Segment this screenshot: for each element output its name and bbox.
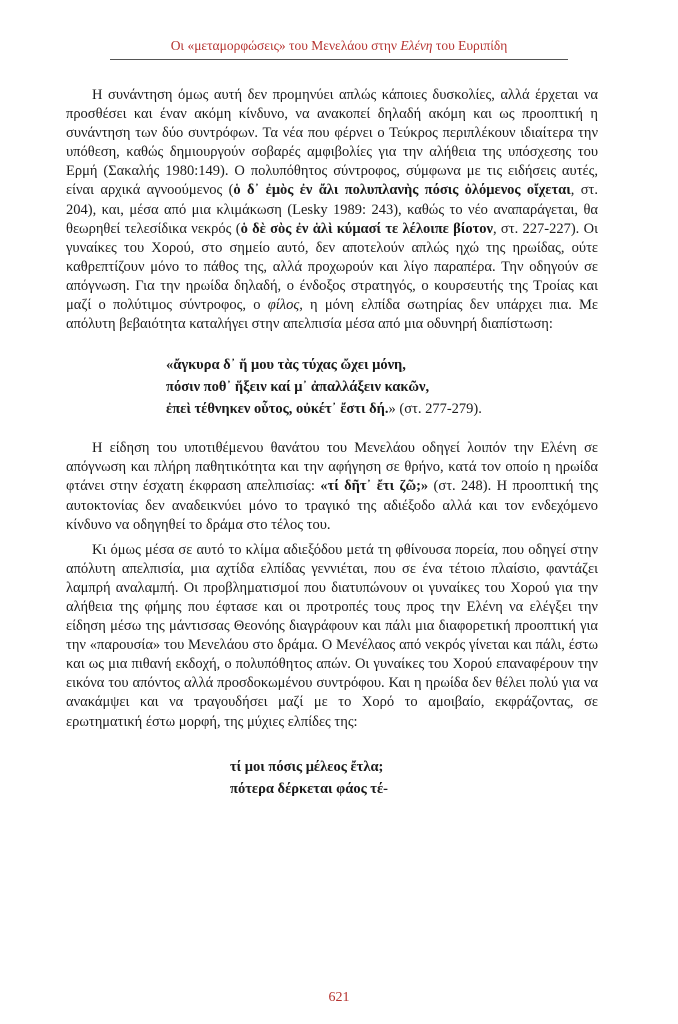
paragraph-2 [66,439,598,534]
text-run: , στ. 227-227). Οι γυναίκες του Χορού, στο σημείο αυτό, δεν αποτελούν απλώς ηχώ της ηρωίδας, ούτε καθρεπτίζουν μόνο το πάθος της, αλλά προχωρούν και λίγο παραπέρα. Την οδηγούν σε απόγνωση. Για την ηρωίδα δηλαδή, ο ένδοξος στρατηγός, ο κουρσευτής της Τροίας και μαζί ο πολύτιμος σύντροφος, ο [66,220,598,314]
bold-citation: ὁ δ᾽ ἐμὸς ἐν ἄλι πολυπλανὴς πόσις ὀλόμενος οἴχεται [233,182,571,199]
text-run: (στ. 248). Η προοπτική της αυτοκτονίας δεν αναδεικνύει μόνο το τραγικό της αδιέξοδο αλλά και τον ενδεχόμενο κίνδυνο να οδηγηθεί το δράμα στο τέλος του. [66,478,598,533]
text-run: Η συνάντηση όμως αυτή δεν προμηνύει απλώς κάποιες δυσκολίες, αλλά έρχεται να προσθέσει και έναν ακόμη κίνδυνο, να ανακοπεί δηλαδή ακόμη και ως προοπτική η συνάντηση των δύο συντρόφων. Τα νέα που φέρνει ο Τεύκρος περιπλέκουν ιδιαίτερα την υπόθεση, καθώς δημιουργούν σοβαρές αμφιβολίες για την αλήθεια της υπόσχεσης του Ερμή (Σακαλής 1980:149). Ο πολυπόθητος σύντροφος, σύμφωνα με τις ειδήσεις αυτές, είναι αρχικά αγνοούμενος ( [66,87,598,199]
verse-line: πότερα δέρκεται φάος τέ- [230,780,389,797]
verse-text: «ἄγκυρα δ᾽ ἥ μου τὰς τύχας ὤχει μόνη, [166,357,406,374]
page-number: 621 [328,990,350,1005]
paragraph-3 [66,541,598,732]
verse-quote-2 [230,756,598,800]
paragraph-1 [66,86,598,334]
text-run: Κι όμως μέσα σε αυτό το κλίμα αδιεξόδου μετά τη φθίνουσα πορεία, που οδηγεί στην απόλυτη απελπισία, μια αχτίδα ελπίδας γεννιέται, που σε ένα τέτοιο πλαίσιο, φαντάζει λαμπρή αναλαμπή. Οι προβληματισμοί που διατυπώνουν οι γυναίκες του Χορού για την αλήθεια της φήμης που έφτασε και οι προτροπές τους προς την Ελένη να ελέγξει την είδηση μέσω της μάντισσας Θεονόης διαγράφουν και πάλι μια διαφορετική προοπτική για την «παρουσία» του Μενελάου στο δράμα. Ο Μενέλαος από νεκρός γίνεται και πάλι, έστω και ως μια πιθανή εκδοχή, ο πολυπόθητος απών. Οι γυναίκες του Χορού επαναφέρουν την εικόνα του απόντος αλλά προσδοκωμένου συντρόφου. Και η ηρωίδα δεν θέλει πολύ για να ανακάμψει και να τραγουδήσει μαζί με το Χορό το αμοιβαίο, εκφράζοντας, σε ερωτηματική έστω μορφή, της μύχιες ελπίδες της: [66,541,598,730]
text-run: , στ. 204), και, μέσα από μια κλιμάκωση (Lesky 1989: 243), καθώς το νέο αναπαράγεται, θα θεωρηθεί τελεσίδικα νεκρός ( [66,182,598,237]
text-run: , η μόνη ελπίδα σωτηρίας δεν υπάρχει πια. Με απόλυτη βεβαιότητα καταλήγει στην απελπισία μέσα από μια οδυνηρή διαπίστωση: [66,297,598,333]
running-header [110,38,568,60]
verse-line [166,354,598,376]
verse-line [166,376,598,398]
verse-text: πόσιν ποθ᾽ ἥξειν καί μ᾽ ἀπαλλάξειν κακῶν, [166,379,430,396]
bold-citation: «τί δῆτ᾽ ἔτι ζῶ;» [320,478,429,495]
verse-citation: » (στ. 277-279). [388,401,482,418]
main-text [66,86,598,800]
verse-line: τί μοι πόσις μέλεος ἔτλα; [230,758,384,775]
header-text-2: του Ευριπίδη [432,38,508,53]
italic-term: φίλος [267,297,300,314]
header-title-italic: Ελένη [400,38,433,53]
header-text-1: Οι «μεταμορφώσεις» του Μενελάου στην [170,38,401,53]
verse-line [166,398,598,420]
text-run: Η είδηση του υποτιθέμενου θανάτου του Μενελάου οδηγεί λοιπόν την Ελένη σε απόγνωση και πλήρη παθητικότητα και την αφήγηση σε θρήνο, κατά τον οποίο η ηρωίδα φτάνει στην έσχατη έκφραση απελπισίας: [66,440,598,495]
verse-text: ἐπεὶ τέθνηκεν οὗτος, οὐκέτ᾽ ἔστι δή. [166,401,389,418]
bold-citation: ὁ δὲ σὸς ἐν ἁλὶ κύμασί τε λέλοιπε βίοτον [240,220,493,237]
verse-quote-1 [166,354,598,420]
